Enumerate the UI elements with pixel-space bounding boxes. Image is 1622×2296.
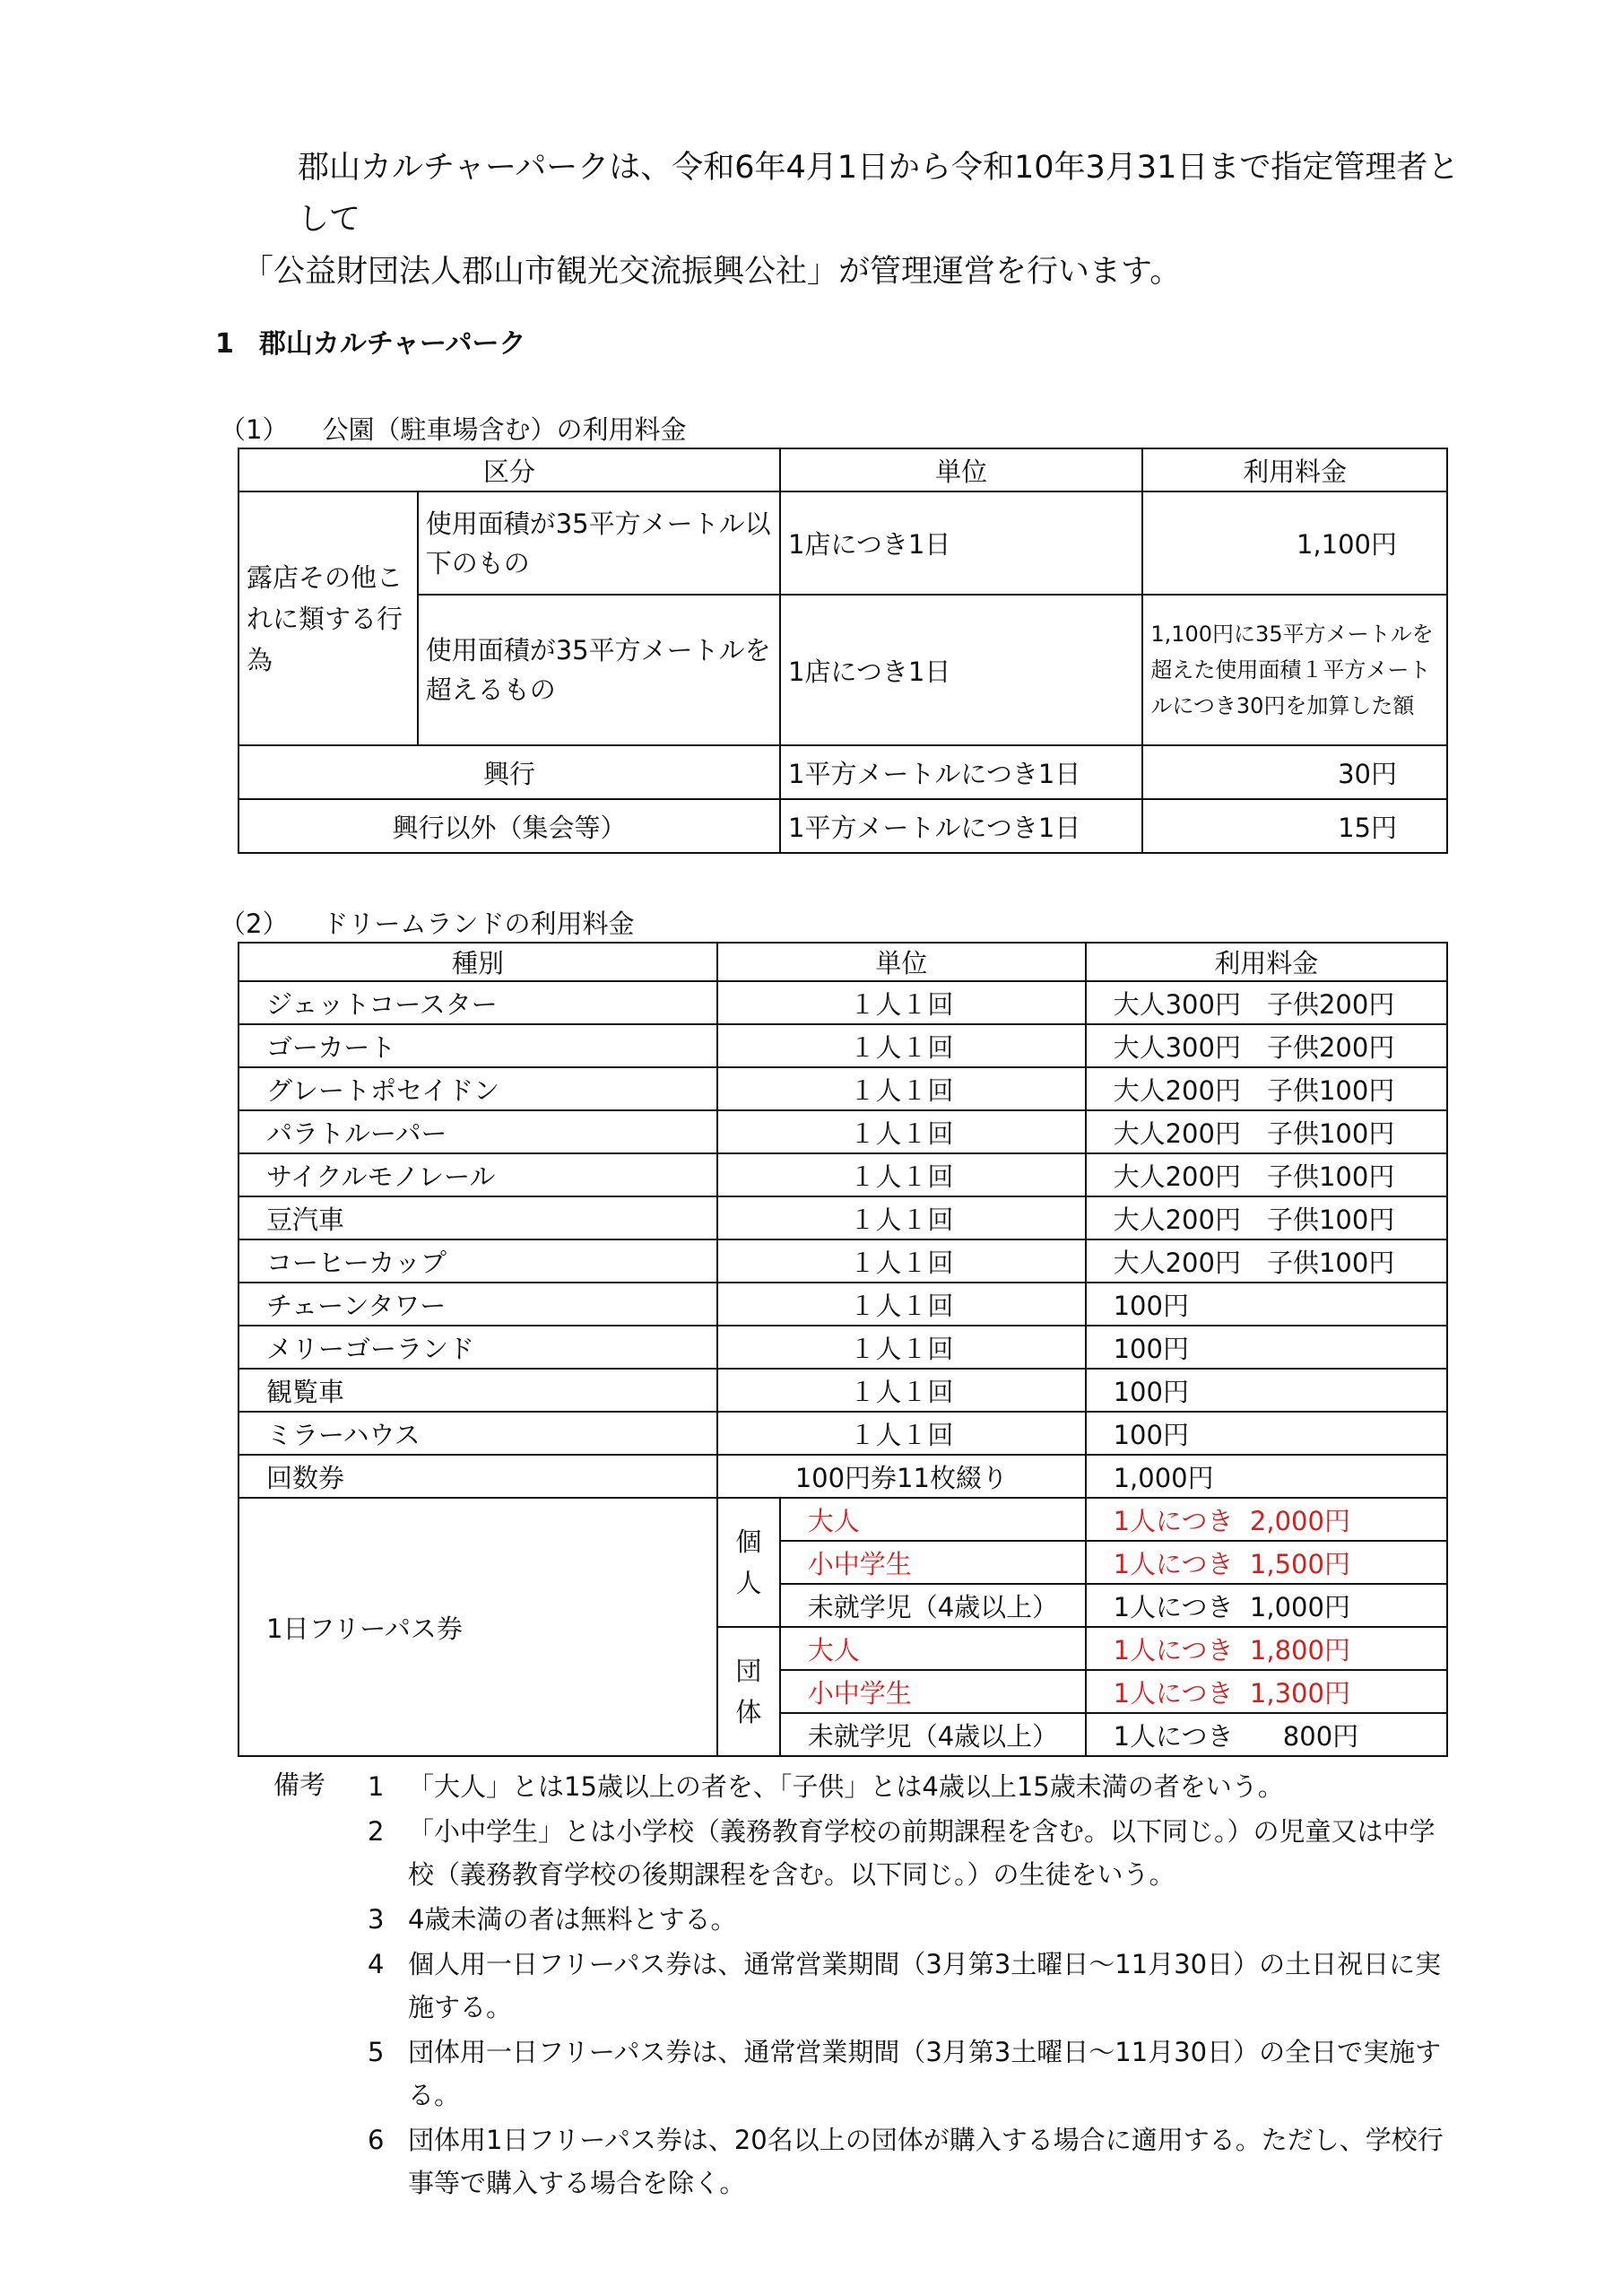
note-number: 6 <box>368 2125 385 2155</box>
ride-fee: 100円 <box>1086 1326 1447 1369</box>
table-row <box>239 1326 1447 1369</box>
note-number: 4 <box>368 1949 385 1979</box>
ride-unit: １人１回 <box>717 1326 1086 1369</box>
row-category: 興行 <box>239 745 780 799</box>
ride-unit: １人１回 <box>717 1024 1086 1067</box>
freepass-row <box>239 1498 1447 1541</box>
table-header-row <box>239 448 1447 491</box>
row-fee: 30円 <box>1142 745 1447 799</box>
table-row <box>239 745 1447 799</box>
ride-name: 回数券 <box>239 1455 717 1498</box>
header-unit: 単位 <box>780 448 1142 491</box>
row-unit: 1平方メートルにつき1日 <box>780 745 1142 799</box>
ride-name: ゴーカート <box>239 1024 717 1067</box>
header-fee: 利用料金 <box>1142 448 1447 491</box>
section-number: 1 <box>215 328 234 360</box>
table-row <box>239 1455 1447 1498</box>
ride-fee: 大人200円 子供100円 <box>1086 1067 1447 1110</box>
ride-rows <box>239 981 1447 1756</box>
note-text: 4歳未満の者は無料とする。 <box>408 1904 737 1935</box>
note-item <box>273 2031 1457 2117</box>
intro-paragraph <box>242 142 1488 298</box>
ride-fee: 大人300円 子供200円 <box>1086 981 1447 1024</box>
ride-fee: 大人200円 子供100円 <box>1086 1110 1447 1153</box>
note-number: 3 <box>368 1904 385 1935</box>
pass-fee: 1人につき 1,500円 <box>1086 1541 1447 1584</box>
table-row <box>239 1283 1447 1326</box>
pass-fee: 1人につき 1,000円 <box>1086 1584 1447 1627</box>
note-number: 5 <box>368 2037 385 2067</box>
pass-type: 小中学生 <box>780 1670 1086 1713</box>
note-text: 「小中学生」とは小学校（義務教育学校の前期課程を含む。以下同じ。）の児童又は中学校（義務教育学校の後期課程を含む。以下同じ。）の生徒をいう。 <box>408 1816 1436 1890</box>
row-fee: 15円 <box>1142 799 1447 853</box>
intro-line-2: 「公益財団法人郡山市観光交流振興公社」が管理運営を行います。 <box>242 254 1182 290</box>
ride-name: パラトルーパー <box>239 1110 717 1153</box>
header-unit: 単位 <box>717 943 1086 981</box>
table2-caption-number: （2） <box>220 909 289 939</box>
pass-fee: 1人につき 800円 <box>1086 1713 1447 1756</box>
row-subcategory: 使用面積が35平方メートル以下のもの <box>418 491 780 595</box>
header-category: 区分 <box>239 448 780 491</box>
ride-name: チェーンタワー <box>239 1283 717 1326</box>
pass-fee: 1人につき 1,300円 <box>1086 1670 1447 1713</box>
ride-unit: １人１回 <box>717 1196 1086 1239</box>
ride-name: 豆汽車 <box>239 1196 717 1239</box>
header-fee: 利用料金 <box>1086 943 1447 981</box>
row-unit: 1店につき1日 <box>780 595 1142 745</box>
table1-caption-text: 公園（駐車場含む）の利用料金 <box>322 414 687 445</box>
pass-type: 未就学児（4歳以上） <box>780 1584 1086 1627</box>
table-row <box>239 1024 1447 1067</box>
note-item <box>273 1765 1457 1808</box>
ride-unit: １人１回 <box>717 1283 1086 1326</box>
row-fee: 1,100円 <box>1142 491 1447 595</box>
row-subcategory: 使用面積が35平方メートルを超えるもの <box>418 595 780 745</box>
ride-unit: １人１回 <box>717 981 1086 1024</box>
table1-caption-number: （1） <box>220 414 289 445</box>
pass-type: 大人 <box>780 1498 1086 1541</box>
note-number: 2 <box>368 1816 385 1847</box>
group-label: 露店その他これに類する行為 <box>239 491 418 745</box>
row-category: 興行以外（集会等） <box>239 799 780 853</box>
dreamland-fee-table <box>238 942 1448 1757</box>
note-text: 「大人」とは15歳以上の者を、「子供」とは4歳以上15歳未満の者をいう。 <box>408 1771 1284 1802</box>
table-row <box>239 1196 1447 1239</box>
ride-unit: １人１回 <box>717 1067 1086 1110</box>
pass-type: 小中学生 <box>780 1541 1086 1584</box>
table-row <box>239 1110 1447 1153</box>
row-fee: 1,100円に35平方メートルを超えた使用面積１平方メートルにつき30円を加算した額 <box>1142 595 1447 745</box>
note-text: 団体用一日フリーパス券は、通常営業期間（3月第3土曜日～11月30日）の全日で実施する。 <box>408 2037 1442 2110</box>
table-row <box>239 799 1447 853</box>
ride-name: メリーゴーランド <box>239 1326 717 1369</box>
note-item <box>273 1943 1457 2029</box>
ride-fee: 100円 <box>1086 1369 1447 1412</box>
row-unit: 1店につき1日 <box>780 491 1142 595</box>
note-text: 団体用1日フリーパス券は、20名以上の団体が購入する場合に適用する。ただし、学校行事等で購入する場合を除く。 <box>408 2125 1444 2198</box>
pass-type: 大人 <box>780 1627 1086 1670</box>
row-unit: 1平方メートルにつき1日 <box>780 799 1142 853</box>
ride-fee: 100円 <box>1086 1412 1447 1455</box>
table2-caption-text: ドリームランドの利用料金 <box>322 909 635 939</box>
ride-fee: 大人200円 子供100円 <box>1086 1239 1447 1283</box>
intro-line-1: 郡山カルチャーパークは、令和6年4月1日から令和10年3月31日まで指定管理者として <box>298 150 1460 238</box>
table1-caption <box>220 410 686 447</box>
table-row <box>239 1153 1447 1196</box>
ride-name: グレートポセイドン <box>239 1067 717 1110</box>
table-row <box>239 1369 1447 1412</box>
section-heading <box>215 321 525 361</box>
ride-name: ジェットコースター <box>239 981 717 1024</box>
individual-label-char: 人 <box>735 1568 762 1598</box>
ride-unit: １人１回 <box>717 1412 1086 1455</box>
note-item <box>273 1810 1457 1896</box>
table-row <box>239 595 1447 745</box>
ride-fee: 大人200円 子供100円 <box>1086 1153 1447 1196</box>
ride-name: サイクルモノレール <box>239 1153 717 1196</box>
table-row <box>239 1239 1447 1283</box>
table-row <box>239 1412 1447 1455</box>
ride-name: ミラーハウス <box>239 1412 717 1455</box>
individual-label <box>717 1498 780 1627</box>
note-number: 1 <box>368 1771 385 1802</box>
pass-fee: 1人につき 1,800円 <box>1086 1627 1447 1670</box>
group-label <box>717 1627 780 1756</box>
group-label-char: 体 <box>735 1697 762 1727</box>
table-row <box>239 981 1447 1024</box>
ride-name: 観覧車 <box>239 1369 717 1412</box>
ride-name: コーヒーカップ <box>239 1239 717 1283</box>
ride-fee: 1,000円 <box>1086 1455 1447 1498</box>
notes-label: 備考 <box>273 1770 326 1800</box>
ride-unit: 100円券11枚綴り <box>717 1455 1086 1498</box>
table-row <box>239 491 1447 595</box>
ride-unit: １人１回 <box>717 1369 1086 1412</box>
ride-fee: 大人300円 子供200円 <box>1086 1024 1447 1067</box>
section-title: 郡山カルチャーパーク <box>258 328 526 360</box>
ride-fee: 大人200円 子供100円 <box>1086 1196 1447 1239</box>
ride-unit: １人１回 <box>717 1110 1086 1153</box>
note-text: 個人用一日フリーパス券は、通常営業期間（3月第3土曜日～11月30日）の土日祝日に実施する。 <box>408 1949 1442 2022</box>
table-header-row <box>239 943 1447 981</box>
pass-type: 未就学児（4歳以上） <box>780 1713 1086 1756</box>
freepass-label: 1日フリーパス券 <box>239 1498 717 1756</box>
ride-fee: 100円 <box>1086 1283 1447 1326</box>
notes-section <box>273 1765 1457 2205</box>
table-row <box>239 1067 1447 1110</box>
note-item <box>273 2118 1457 2205</box>
park-fee-table <box>238 448 1448 854</box>
ride-unit: １人１回 <box>717 1239 1086 1283</box>
table2-caption <box>220 904 634 941</box>
note-item <box>273 1898 1457 1941</box>
ride-unit: １人１回 <box>717 1153 1086 1196</box>
individual-label-char: 個 <box>735 1526 762 1557</box>
group-label-char: 団 <box>735 1656 762 1686</box>
header-type: 種別 <box>239 943 717 981</box>
pass-fee: 1人につき 2,000円 <box>1086 1498 1447 1541</box>
